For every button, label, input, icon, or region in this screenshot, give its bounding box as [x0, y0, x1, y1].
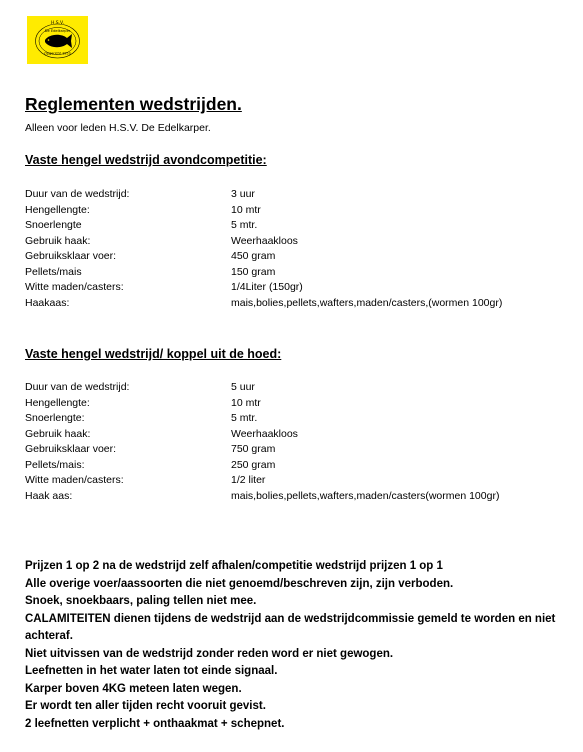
spec-value: 750 gram: [231, 443, 276, 455]
spec-label: Hengellengte:: [25, 203, 90, 216]
spec-value: 150 gram: [231, 265, 276, 278]
spec-row: [25, 458, 565, 474]
section-heading-koppel-uit-de-hoed: Vaste hengel wedstrijd/ koppel uit de hoed:: [25, 347, 282, 361]
rule-line: Alle overige voer/aassoorten die niet genoemd/beschreven zijn, zijn verboden.: [25, 577, 454, 590]
spec-value: 5 mtr.: [231, 412, 258, 424]
spec-label: Gebruik haak:: [25, 234, 91, 247]
spec-label: Gebruiksklaar voer:: [25, 443, 117, 455]
spec-value: 10 mtr: [231, 396, 261, 409]
carp-fish-icon: [27, 16, 88, 64]
spec-row: [25, 396, 565, 412]
rule-line: Niet uitvissen van de wedstrijd zonder reden word er niet gewogen.: [25, 647, 394, 660]
spec-row: [25, 442, 565, 458]
spec-label: Gebruik haak:: [25, 427, 91, 440]
spec-value: mais,bolies,pellets,wafters,maden/casters(wormen 100gr): [231, 489, 500, 502]
page-subtitle: Alleen voor leden H.S.V. De Edelkarper.: [25, 122, 211, 134]
spec-value: 1/2 liter: [231, 474, 266, 486]
spec-row: [25, 473, 565, 489]
spec-value: 250 gram: [231, 458, 276, 471]
logo-bottom-text: Opgericht 1953: [44, 51, 71, 56]
spec-row: [25, 234, 565, 250]
spec-label: Witte maden/casters:: [25, 281, 124, 293]
spec-value: mais,bolies,pellets,wafters,maden/casters,(wormen 100gr): [231, 296, 503, 309]
spec-label: Duur van de wedstrijd:: [25, 188, 130, 200]
logo-middle-text: De Edelkarper: [44, 29, 71, 33]
spec-row: [25, 380, 565, 396]
rule-line: Prijzen 1 op 2 na de wedstrijd zelf afhalen/competitie wedstrijd prijzen 1 op 1: [25, 560, 443, 572]
spec-label: Snoerlengte: [25, 219, 82, 231]
spec-row: [25, 427, 565, 443]
spec-label: Snoerlengte:: [25, 412, 85, 424]
rule-line: CALAMITEITEN dienen tijdens de wedstrijd aan de wedstrijdcommissie gemeld te worden en niet achteraf.: [25, 612, 556, 642]
spec-table-avondcompetitie: [25, 187, 565, 311]
rules-list: [25, 558, 565, 733]
rule-line: Leefnetten in het water laten tot einde signaal.: [25, 665, 278, 677]
spec-value: 1/4Liter (150gr): [231, 281, 303, 293]
spec-value: 5 mtr.: [231, 219, 258, 231]
spec-row: [25, 265, 565, 281]
spec-label: Gebruiksklaar voer:: [25, 250, 117, 262]
spec-label: Haak aas:: [25, 489, 73, 502]
club-logo: [27, 16, 88, 64]
rule-line: Karper boven 4KG meteen laten wegen.: [25, 682, 242, 695]
logo-top-text: H.S.V.: [51, 21, 64, 26]
spec-label: Witte maden/casters:: [25, 474, 124, 486]
spec-label: Pellets/mais:: [25, 458, 85, 471]
spec-row: [25, 296, 565, 312]
spec-value: 10 mtr: [231, 203, 261, 216]
spec-label: Hengellengte:: [25, 396, 90, 409]
rule-line: Er wordt ten aller tijden recht vooruit gevist.: [25, 700, 266, 712]
spec-row: [25, 249, 565, 265]
spec-label: Pellets/mais: [25, 265, 82, 278]
spec-label: Duur van de wedstrijd:: [25, 381, 130, 393]
spec-value: 3 uur: [231, 188, 255, 200]
spec-value: Weerhaakloos: [231, 234, 298, 247]
rule-line: 2 leefnetten verplicht + onthaakmat + schepnet.: [25, 717, 285, 730]
spec-value: 450 gram: [231, 250, 276, 262]
spec-value: 5 uur: [231, 381, 255, 393]
spec-row: [25, 489, 565, 505]
spec-row: [25, 203, 565, 219]
section-heading-avondcompetitie: Vaste hengel wedstrijd avondcompetitie:: [25, 153, 267, 167]
spec-row: [25, 187, 565, 203]
page-title: Reglementen wedstrijden.: [25, 94, 242, 114]
rule-line: Snoek, snoekbaars, paling tellen niet mee.: [25, 595, 257, 607]
spec-row: [25, 411, 565, 427]
spec-value: Weerhaakloos: [231, 427, 298, 440]
spec-row: [25, 280, 565, 296]
spec-label: Haakaas:: [25, 296, 70, 309]
spec-row: [25, 218, 565, 234]
spec-table-koppel-uit-de-hoed: [25, 380, 565, 504]
